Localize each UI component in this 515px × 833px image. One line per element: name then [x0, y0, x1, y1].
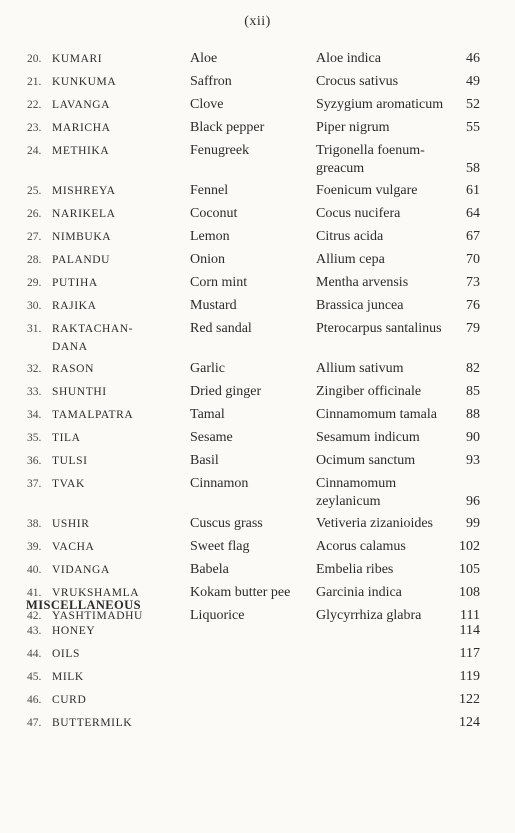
page-number: (xii): [244, 14, 271, 29]
botanical-name: Vetiveria zizanioides: [316, 516, 434, 531]
sanskrit-name: LAVANGA: [52, 99, 111, 111]
entry-number: 32.: [27, 363, 42, 375]
botanical-name: Cinnamomum tamala: [316, 407, 437, 422]
page-ref: 108: [459, 585, 480, 600]
page-ref: 67: [466, 229, 480, 244]
english-name: Mustard: [190, 298, 237, 313]
sanskrit-name: TULSI: [52, 455, 88, 467]
page-ref: 117: [459, 646, 480, 661]
english-name: Onion: [190, 252, 225, 267]
toc-entry: [0, 452, 515, 475]
english-name: Fenugreek: [190, 143, 250, 158]
sanskrit-name: VIDANGA: [52, 564, 110, 576]
botanical-name: Cinnamomum zeylanicum: [316, 476, 397, 509]
toc-entry: [0, 561, 515, 584]
page-ref: 111: [460, 608, 480, 623]
page-ref: 79: [466, 321, 480, 336]
page-ref: 58: [466, 161, 480, 176]
english-name: Clove: [190, 97, 224, 112]
english-name: Basil: [190, 453, 219, 468]
sanskrit-name: RASON: [52, 363, 94, 375]
botanical-name: Mentha arvensis: [316, 275, 409, 290]
toc-entry: [0, 668, 515, 691]
toc-entry: [0, 274, 515, 297]
botanical-name: Garcinia indica: [316, 585, 402, 600]
page-ref: 49: [466, 74, 480, 89]
sanskrit-name: METHIKA: [52, 145, 110, 157]
entry-number: 34.: [27, 409, 42, 421]
miscellaneous-list: [0, 622, 515, 737]
toc-entry: [0, 119, 515, 142]
botanical-name: Embelia ribes: [316, 562, 394, 577]
botanical-name: Trigonella foenum-greacum: [316, 143, 425, 176]
sanskrit-name: TAMALPATRA: [52, 409, 134, 421]
entry-number: 25.: [27, 185, 42, 197]
entry-number: 40.: [27, 564, 42, 576]
entry-number: 27.: [27, 231, 42, 243]
toc-entry: [0, 142, 515, 182]
page-ref: 114: [459, 623, 480, 638]
entry-number: 39.: [27, 541, 42, 553]
page-ref: 61: [466, 183, 480, 198]
toc-entry: [0, 538, 515, 561]
toc-entry: [0, 360, 515, 383]
toc-entry: [0, 320, 515, 360]
entry-number: 26.: [27, 208, 42, 220]
toc-entry: [0, 714, 515, 737]
sanskrit-name: PUTIHA: [52, 277, 98, 289]
page-ref: 52: [466, 97, 480, 112]
toc-entry: [0, 406, 515, 429]
botanical-name: Syzygium aromaticum: [316, 97, 444, 112]
botanical-name: Pterocarpus santalinus: [316, 321, 442, 336]
english-name: Coconut: [190, 206, 238, 221]
english-name: Garlic: [190, 361, 225, 376]
section-heading-miscellaneous: MISCELLANEOUS: [26, 598, 141, 612]
english-name: Red sandal: [190, 321, 252, 336]
entry-number: 33.: [27, 386, 42, 398]
english-name: Black pepper: [190, 120, 265, 135]
toc-entry: [0, 515, 515, 538]
botanical-name: Foenicum vulgare: [316, 183, 418, 198]
item-name: MILK: [52, 671, 84, 683]
sanskrit-name: VRUKSHAMLA: [52, 587, 140, 599]
entry-number: 37.: [27, 478, 42, 490]
entry-number: 31.: [27, 323, 42, 335]
toc-entry: [0, 691, 515, 714]
sanskrit-name: RAKTACHAN-DANA: [52, 323, 134, 353]
sanskrit-name: KUMARI: [52, 53, 103, 65]
entry-number: 24.: [27, 145, 42, 157]
english-name: Fennel: [190, 183, 229, 198]
toc-entry: [0, 383, 515, 406]
entry-number: 44.: [27, 648, 42, 660]
entry-number: 21.: [27, 76, 42, 88]
page-ref: 99: [466, 516, 480, 531]
item-name: BUTTERMILK: [52, 717, 133, 729]
entry-number: 30.: [27, 300, 42, 312]
entry-number: 22.: [27, 99, 42, 111]
sanskrit-name: KUNKUMA: [52, 76, 117, 88]
toc-entry: [0, 73, 515, 96]
page-ref: 73: [466, 275, 480, 290]
item-name: HONEY: [52, 625, 96, 637]
page-ref: 96: [466, 494, 480, 509]
entry-number: 42.: [27, 610, 42, 622]
english-name: Lemon: [190, 229, 230, 244]
english-name: Dried ginger: [190, 384, 262, 399]
toc-entry: [0, 622, 515, 645]
page-ref: 76: [466, 298, 480, 313]
entry-number: 20.: [27, 53, 42, 65]
entry-number: 46.: [27, 694, 42, 706]
botanical-name: Ocimum sanctum: [316, 453, 416, 468]
botanical-name: Cocus nucifera: [316, 206, 401, 221]
botanical-name: Glycyrrhiza glabra: [316, 608, 422, 623]
toc-entry: [0, 297, 515, 320]
english-name: Tamal: [190, 407, 225, 422]
page-ref: 124: [459, 715, 480, 730]
toc-entry: [0, 96, 515, 119]
sanskrit-name: RAJIKA: [52, 300, 97, 312]
page-ref: 46: [466, 51, 480, 66]
entry-number: 45.: [27, 671, 42, 683]
item-name: CURD: [52, 694, 87, 706]
botanical-name: Aloe indica: [316, 51, 381, 66]
page-ref: 93: [466, 453, 480, 468]
sanskrit-name: TILA: [52, 432, 81, 444]
toc-entry: [0, 429, 515, 452]
toc-entry: [0, 251, 515, 274]
table-of-contents: [0, 50, 515, 630]
page-ref: 55: [466, 120, 480, 135]
page-ref: 105: [459, 562, 480, 577]
page-ref: 119: [459, 669, 480, 684]
english-name: Cinnamon: [190, 476, 249, 491]
english-name: Saffron: [190, 74, 232, 89]
sanskrit-name: YASHTIMADHU: [52, 610, 143, 622]
sanskrit-name: MISHREYA: [52, 185, 116, 197]
entry-number: 36.: [27, 455, 42, 467]
english-name: Sweet flag: [190, 539, 250, 554]
botanical-name: Acorus calamus: [316, 539, 406, 554]
english-name: Corn mint: [190, 275, 248, 290]
entry-number: 23.: [27, 122, 42, 134]
entry-number: 28.: [27, 254, 42, 266]
entry-number: 35.: [27, 432, 42, 444]
botanical-name: Brassica juncea: [316, 298, 404, 313]
botanical-name: Piper nigrum: [316, 120, 390, 135]
botanical-name: Citrus acida: [316, 229, 384, 244]
item-name: OILS: [52, 648, 80, 660]
english-name: Liquorice: [190, 608, 245, 623]
entry-number: 29.: [27, 277, 42, 289]
sanskrit-name: NIMBUKA: [52, 231, 112, 243]
english-name: Babela: [190, 562, 229, 577]
sanskrit-name: VACHA: [52, 541, 95, 553]
page-ref: 90: [466, 430, 480, 445]
toc-entry: [0, 475, 515, 515]
page-ref: 85: [466, 384, 480, 399]
entry-number: 47.: [27, 717, 42, 729]
page-ref: 122: [459, 692, 480, 707]
toc-entry: [0, 50, 515, 73]
page-ref: 88: [466, 407, 480, 422]
entry-number: 43.: [27, 625, 42, 637]
botanical-name: Crocus sativus: [316, 74, 399, 89]
english-name: Cuscus grass: [190, 516, 263, 531]
page-ref: 82: [466, 361, 480, 376]
toc-entry: [0, 228, 515, 251]
sanskrit-name: TVAK: [52, 478, 85, 490]
entry-number: 41.: [27, 587, 42, 599]
botanical-name: Zingiber officinale: [316, 384, 422, 399]
sanskrit-name: USHIR: [52, 518, 90, 530]
toc-entry: [0, 205, 515, 228]
botanical-name: Allium sativum: [316, 361, 404, 376]
sanskrit-name: MARICHA: [52, 122, 111, 134]
entry-number: 38.: [27, 518, 42, 530]
botanical-name: Sesamum indicum: [316, 430, 420, 445]
sanskrit-name: PALANDU: [52, 254, 111, 266]
page-ref: 70: [466, 252, 480, 267]
botanical-name: Allium cepa: [316, 252, 385, 267]
page-ref: 64: [466, 206, 480, 221]
english-name: Sesame: [190, 430, 233, 445]
toc-entry: [0, 645, 515, 668]
page-ref: 102: [459, 539, 480, 554]
sanskrit-name: SHUNTHI: [52, 386, 107, 398]
english-name: Aloe: [190, 51, 218, 66]
sanskrit-name: NARIKELA: [52, 208, 116, 220]
toc-entry: [0, 182, 515, 205]
english-name: Kokam butter pee: [190, 585, 291, 600]
